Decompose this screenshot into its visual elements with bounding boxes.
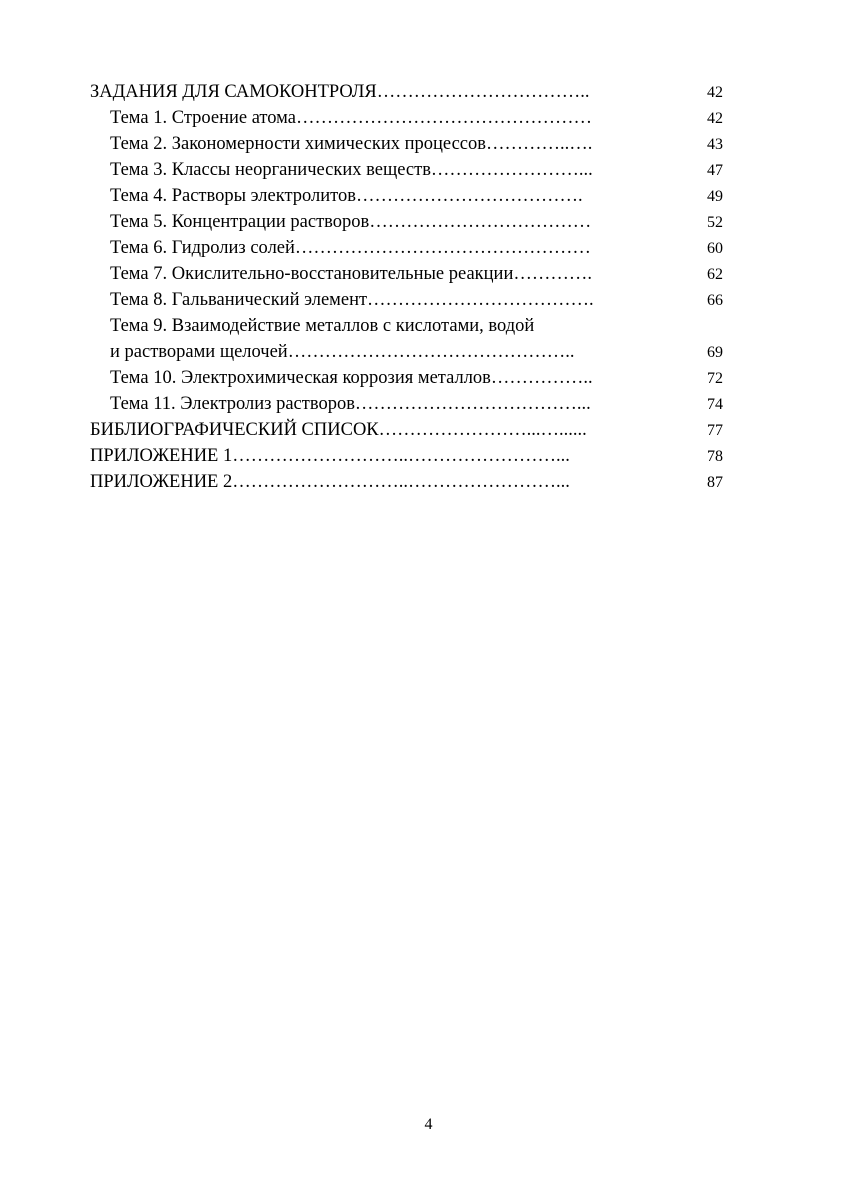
toc-entry-title: Тема 5. Концентрации растворов………………………………	[110, 212, 592, 232]
toc-entry[interactable]	[90, 417, 730, 443]
toc-entry[interactable]	[90, 339, 730, 365]
page-number: 4	[424, 1116, 433, 1133]
toc-entry-page: 78	[707, 448, 723, 465]
toc-entry-page: 72	[707, 370, 723, 387]
toc-entry-title: Тема 7. Окислительно-восстановительные реакции………….	[110, 264, 592, 284]
toc-entry-page: 60	[707, 240, 723, 257]
toc-entry-page: 47	[707, 162, 723, 179]
toc-entry[interactable]	[90, 287, 730, 313]
toc-entry[interactable]	[90, 313, 730, 339]
toc-entry[interactable]	[90, 183, 730, 209]
toc-entry-title: ПРИЛОЖЕНИЕ 2………………………..……………………...	[90, 472, 570, 492]
toc-entry-title: Тема 8. Гальванический элемент……………………………….	[110, 290, 594, 310]
toc-entry-page: 62	[707, 266, 723, 283]
toc-entry-title: Тема 4. Растворы электролитов……………………………….	[110, 186, 583, 206]
toc-entry[interactable]	[90, 105, 730, 131]
toc-entry[interactable]	[90, 157, 730, 183]
toc-entry-page: 43	[707, 136, 723, 153]
toc-entry-title: и растворами щелочей………………………………………..	[110, 342, 575, 362]
toc-entry-title: Тема 9. Взаимодействие металлов с кислотами, водой	[110, 316, 535, 336]
toc-entry-page: 74	[707, 396, 723, 413]
toc-entry-page: 69	[707, 344, 723, 361]
toc-entry-page: 42	[707, 84, 723, 101]
toc-entry[interactable]	[90, 391, 730, 417]
toc-entry-title: Тема 1. Строение атома…………………………………………	[110, 108, 592, 128]
toc-entry-page: 42	[707, 110, 723, 127]
toc-entry-title: Тема 11. Электролиз растворов………………………………...	[110, 394, 591, 414]
toc-entry-title: ЗАДАНИЯ ДЛЯ САМОКОНТРОЛЯ……………………………..	[90, 82, 590, 102]
toc-entry-title: Тема 10. Электрохимическая коррозия металлов……………..	[110, 368, 593, 388]
toc-entry[interactable]	[90, 443, 730, 469]
toc-entry-page: 77	[707, 422, 723, 439]
toc-entry-page: 49	[707, 188, 723, 205]
toc-entry-page: 52	[707, 214, 723, 231]
toc-entry-title: Тема 3. Классы неорганических веществ……………………...	[110, 160, 593, 180]
toc-entry[interactable]	[90, 209, 730, 235]
toc-entry-page: 87	[707, 474, 723, 491]
toc-entry[interactable]	[90, 365, 730, 391]
toc-entry[interactable]	[90, 235, 730, 261]
toc-entry-title: Тема 2. Закономерности химических процессов…………..….	[110, 134, 593, 154]
toc-entry[interactable]	[90, 261, 730, 287]
toc-entry[interactable]	[90, 469, 730, 495]
toc-entry-title: БИБЛИОГРАФИЧЕСКИЙ СПИСОК……………………...…......	[90, 420, 587, 440]
toc-entry[interactable]	[90, 131, 730, 157]
toc-entry[interactable]	[90, 79, 730, 105]
toc-entry-title: ПРИЛОЖЕНИЕ 1………………………..……………………...	[90, 446, 570, 466]
toc-entry-title: Тема 6. Гидролиз солей…………………………………………	[110, 238, 591, 258]
table-of-contents	[90, 79, 730, 495]
toc-entry-page: 66	[707, 292, 723, 309]
